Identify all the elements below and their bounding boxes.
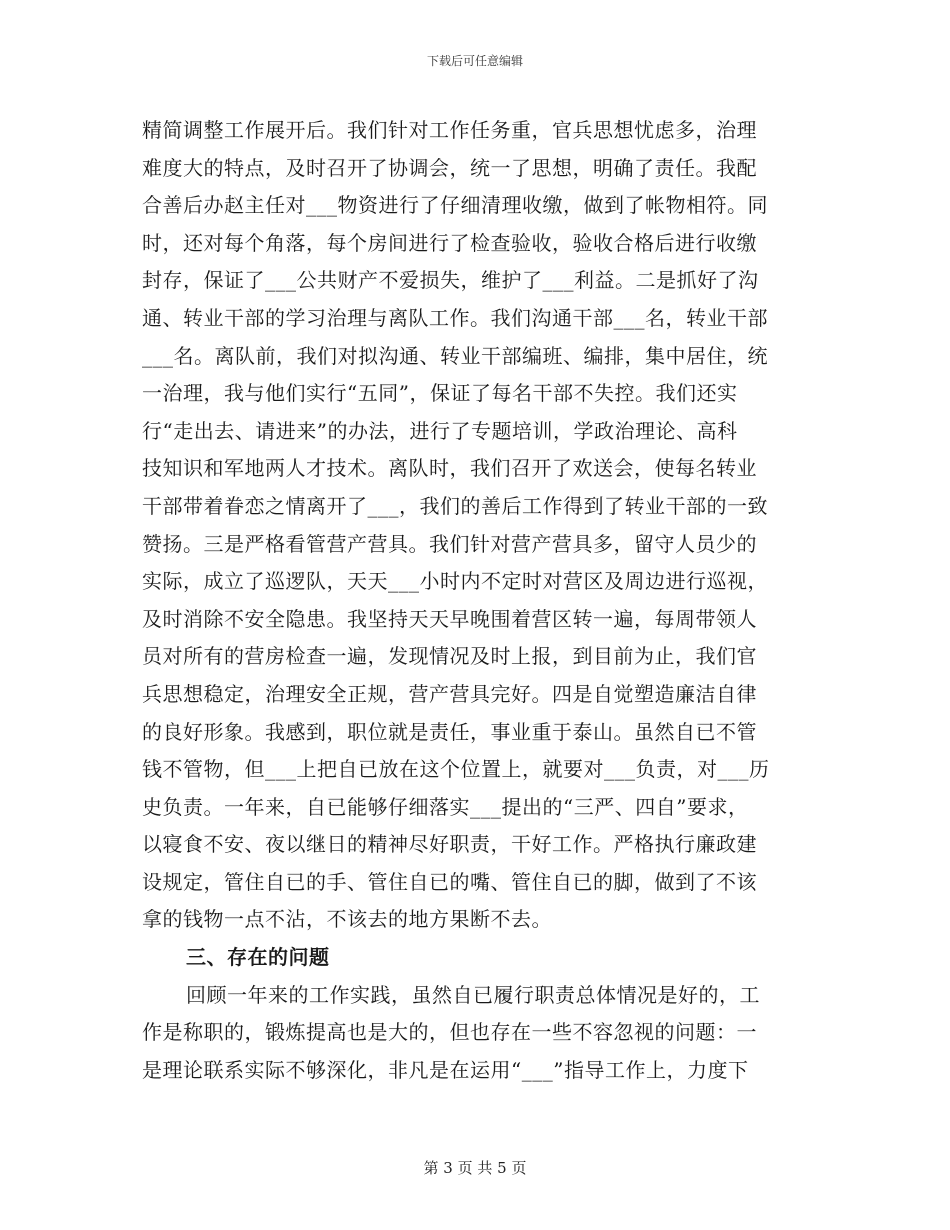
body-line-14: 及时消除不安全隐患。我坚持天天早晚围着营区转一遍，每周带领人 xyxy=(142,606,757,631)
body-line-4: 时，还对每个角落，每个房间进行了检查验收，验收合格后进行收缴 xyxy=(142,230,757,255)
body-line-10: 技知识和军地两人才技术。离队时，我们召开了欢送会，使每名转业 xyxy=(142,456,757,481)
body-line-6: 通、转业干部的学习治理与离队工作。我们沟通干部___名，转业干部 xyxy=(142,305,768,330)
body-line-2: 难度大的特点，及时召开了协调会，统一了思想，明确了责任。我配 xyxy=(142,155,757,180)
body-line-8: 一治理，我与他们实行“五同”，保证了每名干部不失控。我们还实 xyxy=(142,381,738,406)
body-line-15: 员对所有的营房检查一遍，发现情况及时上报，到目前为止，我们官 xyxy=(142,644,757,669)
page-header-note: 下载后可任意编辑 xyxy=(426,54,523,68)
body-line-20: 以寝食不安、夜以继日的精神尽好职责，干好工作。严格执行廉政建 xyxy=(142,832,757,857)
body-line-18: 钱不管物，但___上把自已放在这个位置上，就要对___负责，对___历 xyxy=(142,757,770,782)
page-number: 第 3 页 共 5 页 xyxy=(423,1159,527,1177)
body-line-19: 史负责。一年来，自已能够仔细落实___提出的“三严、四自”要求， xyxy=(142,794,749,819)
body-line-17: 的良好形象。我感到，职位就是责任，事业重于泰山。虽然自已不管 xyxy=(142,719,757,744)
section-line-3: 是理论联系实际不够深化，非凡是在运用“___”指导工作上，力度下 xyxy=(142,1057,749,1082)
body-line-21: 设规定，管住自已的手、管住自已的嘴、管住自已的脚，做到了不该 xyxy=(142,869,757,894)
body-line-5: 封存，保证了___公共财产不爱损失，维护了___利益。二是抓好了沟 xyxy=(142,268,759,293)
body-line-13: 实际，成立了巡逻队，天天___小时内不定时对营区及周边进行巡视， xyxy=(142,569,768,594)
body-line-7: ___名。离队前，我们对拟沟通、转业干部编班、编排，集中居住，统 xyxy=(142,343,768,368)
section-heading: 三、存在的问题 xyxy=(186,945,330,970)
body-line-22: 拿的钱物一点不沾，不该去的地方果断不去。 xyxy=(142,907,552,932)
section-line-2: 作是称职的，锻炼提高也是大的，但也存在一些不容忽视的问题：一 xyxy=(142,1020,757,1045)
body-line-3: 合善后办赵主任对___物资进行了仔细清理收缴，做到了帐物相符。同 xyxy=(142,193,768,218)
body-line-9: 行“走出去、请进来”的办法，进行了专题培训，学政治理论、高科 xyxy=(142,418,738,443)
body-line-12: 赞扬。三是严格看管营产营具。我们针对营产营具多，留守人员少的 xyxy=(142,531,757,556)
document-body xyxy=(142,112,807,1089)
section-line-1: 回顾一年来的工作实践，虽然自已履行职责总体情况是好的，工 xyxy=(186,982,760,1007)
body-line-16: 兵思想稳定，治理安全正规，营产营具完好。四是自觉塑造廉洁自律 xyxy=(142,681,757,706)
body-line-1: 精简调整工作展开后。我们针对工作任务重，官兵思想忧虑多，治理 xyxy=(142,118,757,142)
body-line-11: 干部带着眷恋之情离开了___，我们的善后工作得到了转业干部的一致 xyxy=(142,493,768,518)
